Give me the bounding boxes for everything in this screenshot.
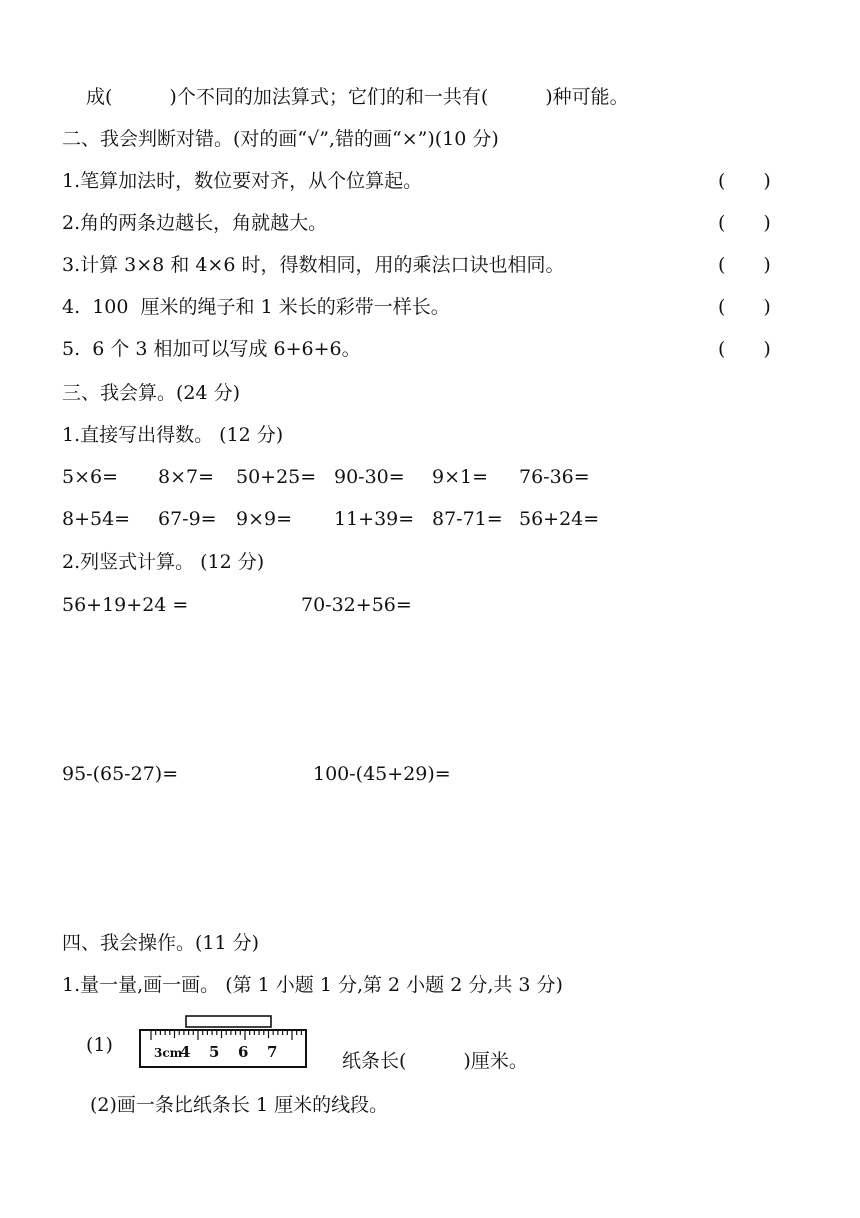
calc-item: 5×6= [62, 466, 119, 488]
calc-item: 9×9= [236, 508, 293, 530]
vertical-calc-item: 56+19+24 = [62, 594, 189, 616]
ruler-label: 3cm [154, 1046, 183, 1060]
judge-item: 1.笔算加法时，数位要对齐，从个位算起。 [62, 170, 423, 192]
section2-heading: 二、我会判断对错。(对的画“√”,错的画“×”)(10 分) [62, 128, 499, 150]
judge-item: 4. 100 厘米的绳子和 1 米长的彩带一样长。 [62, 296, 450, 318]
judge-item: 3.计算 3×8 和 4×6 时，得数相同，用的乘法口诀也相同。 [62, 254, 565, 276]
ruler-label: 6 [238, 1043, 249, 1061]
calc-item: 67-9= [158, 508, 217, 530]
judge-item: 2.角的两条边越长，角就越大。 [62, 212, 328, 234]
measure-draw-title: 1.量一量,画一画。 (第 1 小题 1 分,第 2 小题 2 分,共 3 分) [62, 974, 563, 996]
paper-strip [186, 1016, 271, 1027]
ruler-label: 4 [180, 1043, 191, 1061]
vertical-calc-item: 100-(45+29)= [313, 763, 451, 785]
section3-heading: 三、我会算。(24 分) [62, 382, 241, 404]
calc-item: 76-36= [519, 466, 590, 488]
answer-paren[interactable]: ( ) [718, 338, 771, 360]
ruler-image [139, 1013, 307, 1069]
q2-text: (2)画一条比纸条长 1 厘米的线段。 [90, 1094, 389, 1116]
calc-item: 50+25= [236, 466, 317, 488]
q1-text: 纸条长( )厘米。 [342, 1050, 528, 1072]
calc-item: 11+39= [334, 508, 415, 530]
calc-item: 56+24= [519, 508, 600, 530]
calc-item: 8+54= [62, 508, 131, 530]
ruler-label: 5 [209, 1043, 220, 1061]
judge-item: 5. 6 个 3 相加可以写成 6+6+6。 [62, 338, 361, 360]
vertical-calc-item: 95-(65-27)= [62, 763, 179, 785]
section4-heading: 四、我会操作。(11 分) [62, 932, 260, 954]
answer-paren[interactable]: ( ) [718, 254, 771, 276]
direct-calc-title: 1.直接写出得数。 (12 分) [62, 424, 284, 446]
q1-label: (1) [86, 1034, 113, 1056]
calc-item: 9×1= [432, 466, 489, 488]
calc-item: 90-30= [334, 466, 405, 488]
vertical-calc-item: 70-32+56= [301, 594, 412, 616]
calc-item: 8×7= [158, 466, 215, 488]
continuation-line: 成( )个不同的加法算式；它们的和一共有( )种可能。 [86, 86, 629, 108]
calc-item: 87-71= [432, 508, 503, 530]
answer-paren[interactable]: ( ) [718, 296, 771, 318]
ruler-label: 7 [267, 1043, 278, 1061]
vertical-calc-title: 2.列竖式计算。 (12 分) [62, 551, 265, 573]
answer-paren[interactable]: ( ) [718, 170, 771, 192]
answer-paren[interactable]: ( ) [718, 212, 771, 234]
